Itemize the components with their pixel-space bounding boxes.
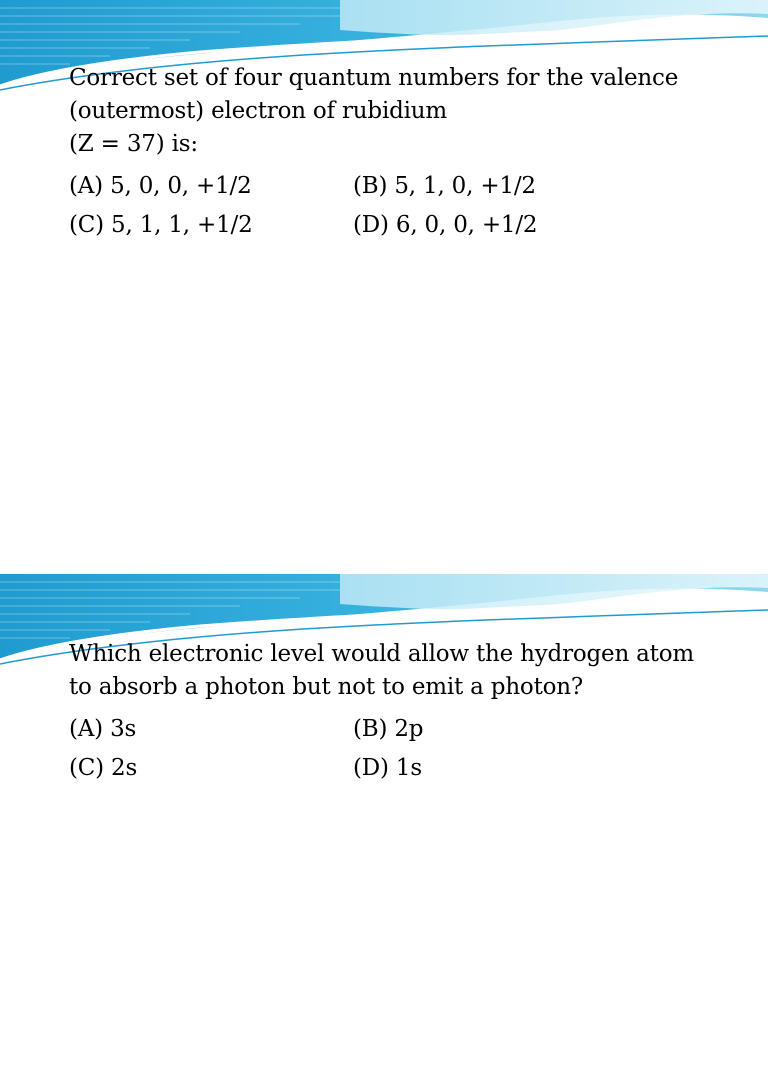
question-line: (Z = 37) is:	[69, 131, 198, 157]
question-line: Correct set of four quantum numbers for the valence	[69, 65, 679, 91]
option-a: (A) 5, 0, 0, +1/2	[69, 173, 252, 199]
option-c: (C) 5, 1, 1, +1/2	[69, 212, 253, 238]
answer-options	[69, 710, 749, 788]
option-row	[69, 206, 749, 245]
slide-2	[0, 574, 768, 1086]
option-a: (A) 3s	[69, 716, 137, 742]
question-block	[69, 62, 749, 245]
question-line: Which electronic level would allow the hydrogen atom	[69, 641, 694, 667]
question-line: to absorb a photon but not to emit a photon?	[69, 674, 584, 700]
option-c: (C) 2s	[69, 755, 138, 781]
option-b: (B) 5, 1, 0, +1/2	[353, 173, 536, 199]
option-d: (D) 1s	[353, 755, 422, 781]
slide-1	[0, 0, 768, 512]
option-row	[69, 710, 749, 749]
option-row	[69, 749, 749, 788]
option-b: (B) 2p	[353, 716, 424, 742]
question-line: (outermost) electron of rubidium	[69, 98, 447, 124]
option-row	[69, 167, 749, 206]
answer-options	[69, 167, 749, 245]
option-d: (D) 6, 0, 0, +1/2	[353, 212, 538, 238]
question-block	[69, 638, 749, 788]
